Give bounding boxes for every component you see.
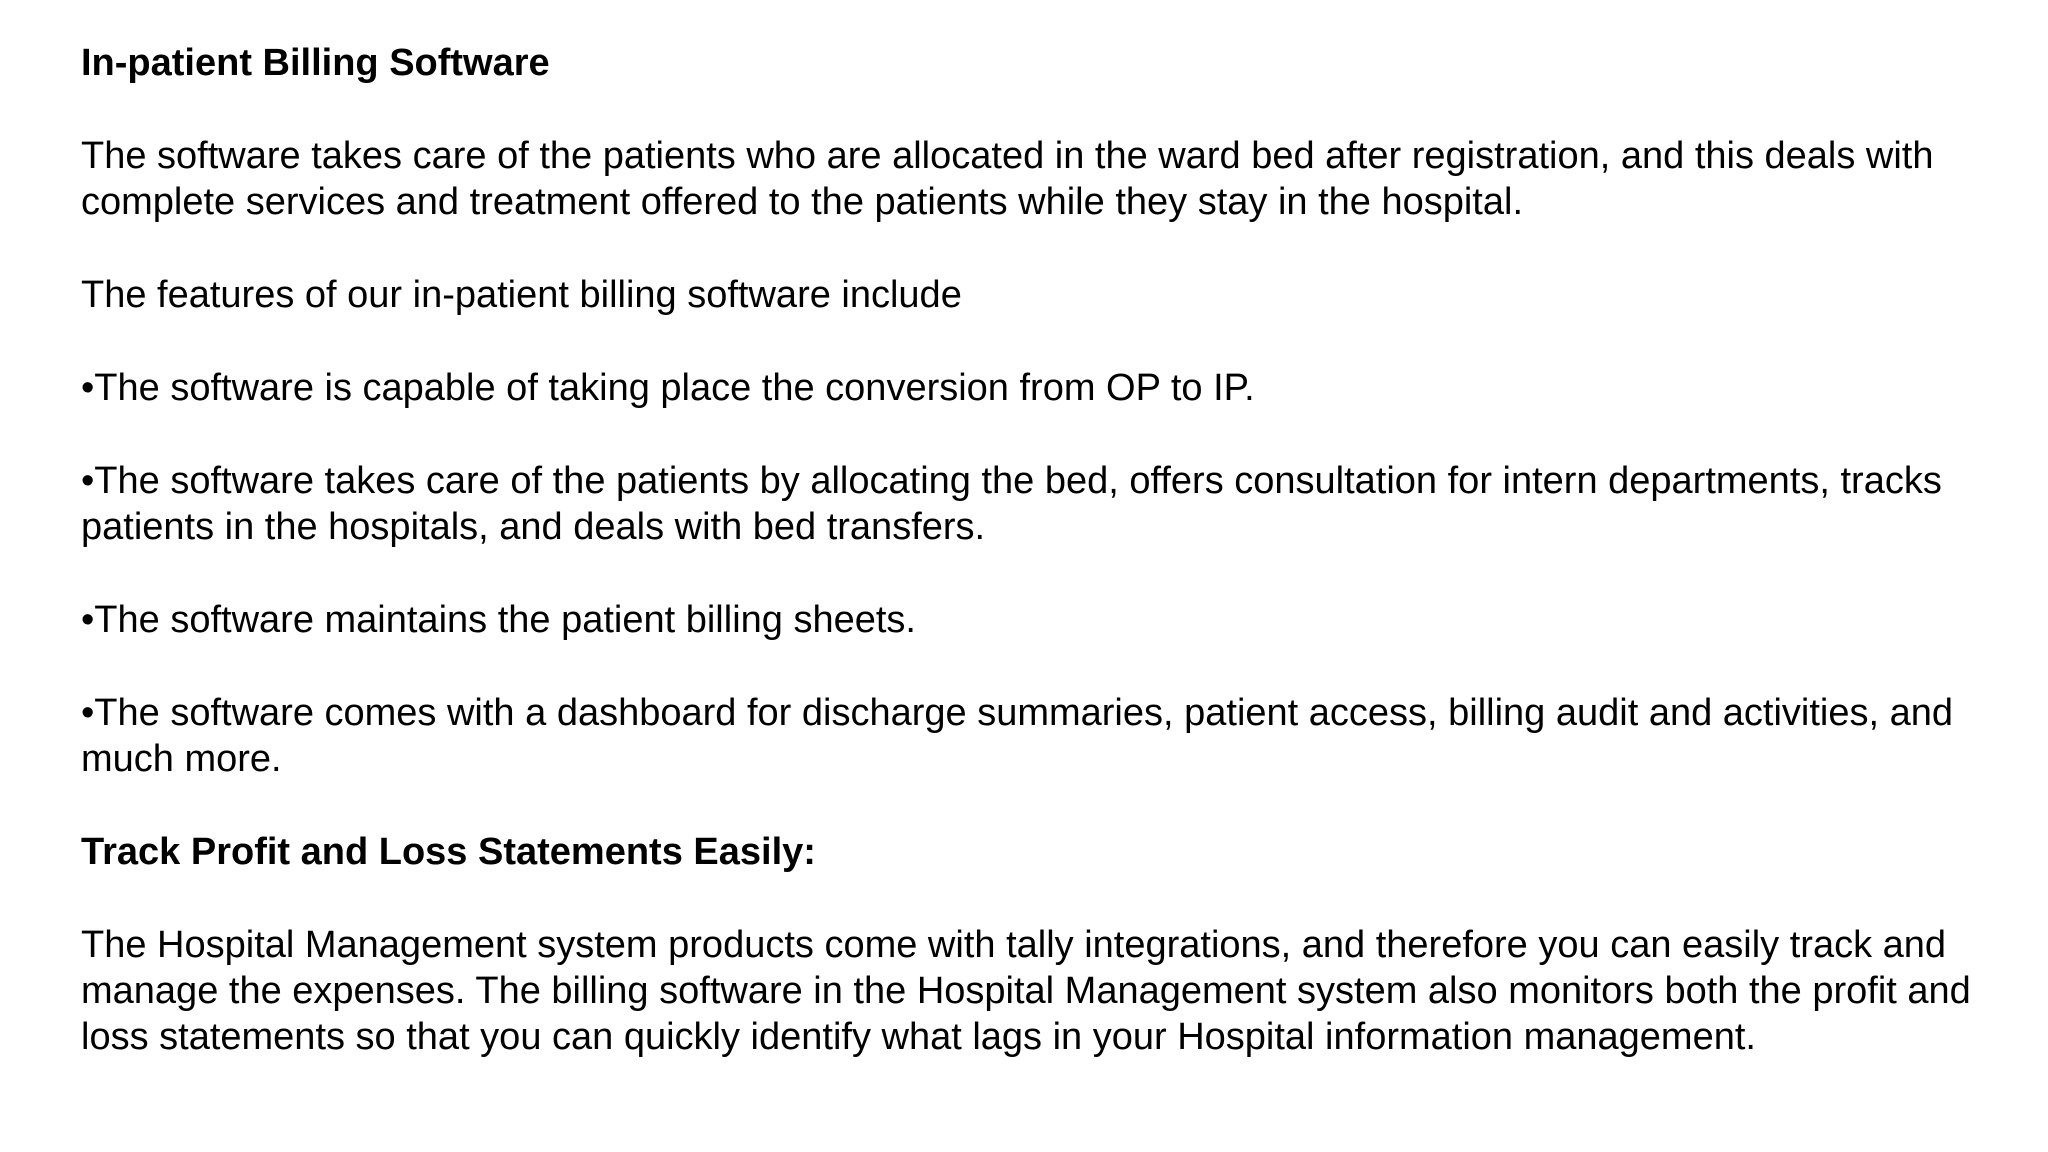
bullet-item: •The software maintains the patient billing sheets. xyxy=(81,599,916,641)
bullet-item: •The software is capable of taking place the conversion from OP to IP. xyxy=(81,367,1255,409)
closing-paragraph: The Hospital Management system products come with tally integrations, and therefore you can easily track and manage the expenses. The billing software in the Hospital Management system also monitors both the profit and loss statements so that you can quickly identify what lags in your Hospital information management. xyxy=(81,924,1971,1058)
heading-profit-loss: Track Profit and Loss Statements Easily: xyxy=(81,831,816,873)
document-body xyxy=(81,40,2031,1107)
heading-inpatient-billing: In-patient Billing Software xyxy=(81,42,550,84)
bullet-item: •The software comes with a dashboard for discharge summaries, patient access, billing audit and activities, and much more. xyxy=(81,692,1954,780)
features-intro: The features of our in-patient billing software include xyxy=(81,274,962,316)
bullet-item: •The software takes care of the patients by allocating the bed, offers consultation for intern departments, tracks patients in the hospitals, and deals with bed transfers. xyxy=(81,460,1942,548)
intro-paragraph: The software takes care of the patients who are allocated in the ward bed after registration, and this deals with complete services and treatment offered to the patients while they stay in the hospital. xyxy=(81,135,1934,223)
